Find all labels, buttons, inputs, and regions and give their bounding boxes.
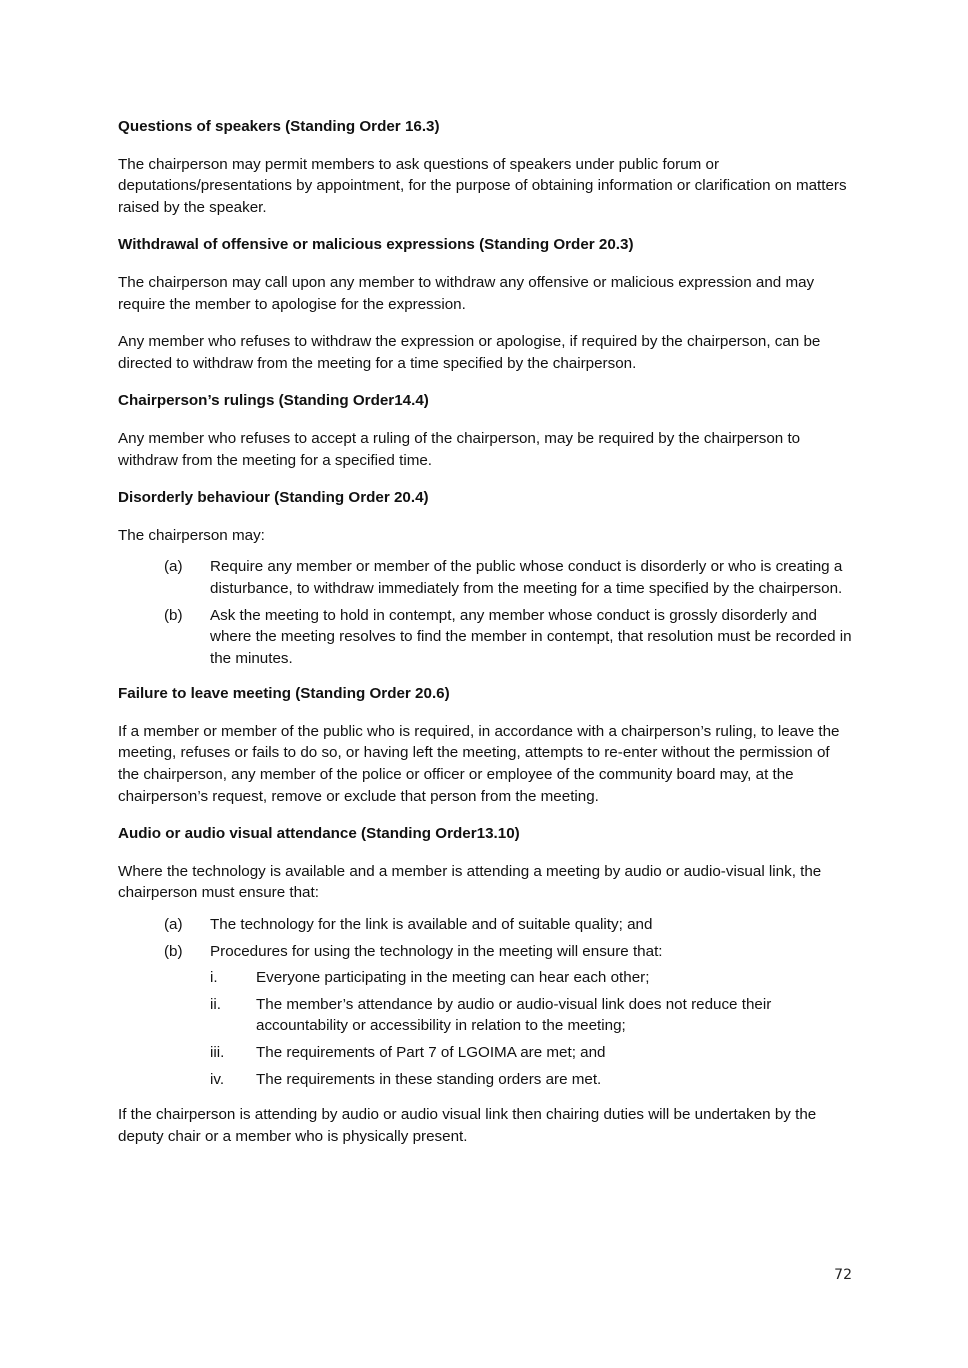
list-item bbox=[118, 556, 853, 599]
list-item bbox=[118, 941, 853, 1091]
section-heading-chairpersons-rulings: Chairperson’s rulings (Standing Order14.4) bbox=[118, 392, 429, 410]
list-item bbox=[118, 605, 853, 670]
list-item bbox=[118, 914, 853, 936]
list-marker: (b) bbox=[164, 942, 183, 960]
section-heading-questions-of-speakers: Questions of speakers (Standing Order 16.3) bbox=[118, 118, 440, 135]
section-heading-disorderly-behaviour: Disorderly behaviour (Standing Order 20.4) bbox=[118, 489, 429, 507]
paragraph: Any member who refuses to accept a ruling of the chairperson, may be required by the chairperson to withdraw from the meeting for a specified time. bbox=[118, 429, 801, 469]
sublist-marker: i. bbox=[210, 969, 218, 987]
paragraph: If a member or member of the public who is required, in accordance with a chairperson’s ruling, to leave the meeting, refuses or fails to do so, or having left the meeting, attempts to re-enter without the permission of the chairperson, any member of the police or officer or employee of the community board may, at the chairperson’s request, remove or exclude that person from the meeting. bbox=[118, 722, 840, 805]
list-marker: (b) bbox=[164, 606, 183, 624]
list-item-text: Require any member or member of the public whose conduct is disorderly or who is creating a disturbance, to withdraw immediately from the meeting for a time specified by the chairperson. bbox=[210, 558, 843, 597]
sublist-marker: ii. bbox=[210, 995, 221, 1013]
list-intro: The chairperson may: bbox=[118, 526, 265, 544]
list-marker: (a) bbox=[164, 558, 183, 576]
audio-visual-list bbox=[118, 914, 853, 1090]
disorderly-behaviour-list bbox=[118, 556, 853, 669]
closing-paragraph: If the chairperson is attending by audio or audio visual link then chairing duties will be undertaken by the deputy chair or a member who is physically present. bbox=[118, 1106, 817, 1145]
sublist-item bbox=[210, 994, 853, 1037]
list-item-text: Procedures for using the technology in the meeting will ensure that: bbox=[210, 942, 663, 960]
sublist-item bbox=[210, 967, 853, 989]
sublist-item-text: The requirements in these standing orders are met. bbox=[256, 1070, 602, 1088]
sublist-item-text: Everyone participating in the meeting can hear each other; bbox=[256, 969, 650, 987]
sublist-item bbox=[210, 1042, 853, 1064]
list-item-text: Ask the meeting to hold in contempt, any member whose conduct is grossly disorderly and where the meeting resolves to find the member in contempt, that resolution must be recorded in the minutes. bbox=[210, 606, 852, 667]
sublist-marker: iii. bbox=[210, 1044, 225, 1061]
page-content bbox=[118, 116, 853, 1163]
list-intro: Where the technology is available and a member is attending a meeting by audio or audio-visual link, the chairperson must ensure that: bbox=[118, 862, 822, 902]
paragraph: Any member who refuses to withdraw the expression or apologise, if required by the chairperson, can be directed to withdraw from the meeting for a time specified by the chairperson. bbox=[118, 333, 821, 372]
section-heading-withdrawal-of-offensive-expressions: Withdrawal of offensive or malicious expressions (Standing Order 20.3) bbox=[118, 236, 634, 254]
list-marker: (a) bbox=[164, 916, 183, 934]
sublist-marker: iv. bbox=[210, 1070, 225, 1088]
paragraph: The chairperson may permit members to ask questions of speakers under public forum or deputations/presentations by appointment, for the purpose of obtaining information or clarification on matters raised by the speaker. bbox=[118, 155, 847, 216]
procedures-sublist bbox=[210, 967, 853, 1090]
section-heading-failure-to-leave-meeting: Failure to leave meeting (Standing Order 20.6) bbox=[118, 685, 450, 703]
list-item-text: The technology for the link is available and of suitable quality; and bbox=[210, 916, 653, 934]
sublist-item-text: The member’s attendance by audio or audio-visual link does not reduce their accountability or accessibility in relation to the meeting; bbox=[256, 995, 772, 1035]
sublist-item-text: The requirements of Part 7 of LGOIMA are met; and bbox=[256, 1044, 606, 1061]
paragraph: The chairperson may call upon any member to withdraw any offensive or malicious expression and may require the member to apologise for the expression. bbox=[118, 273, 815, 313]
page-number: 72 bbox=[834, 1267, 852, 1283]
section-heading-audio-visual-attendance: Audio or audio visual attendance (Standing Order13.10) bbox=[118, 825, 520, 843]
sublist-item bbox=[210, 1069, 853, 1091]
